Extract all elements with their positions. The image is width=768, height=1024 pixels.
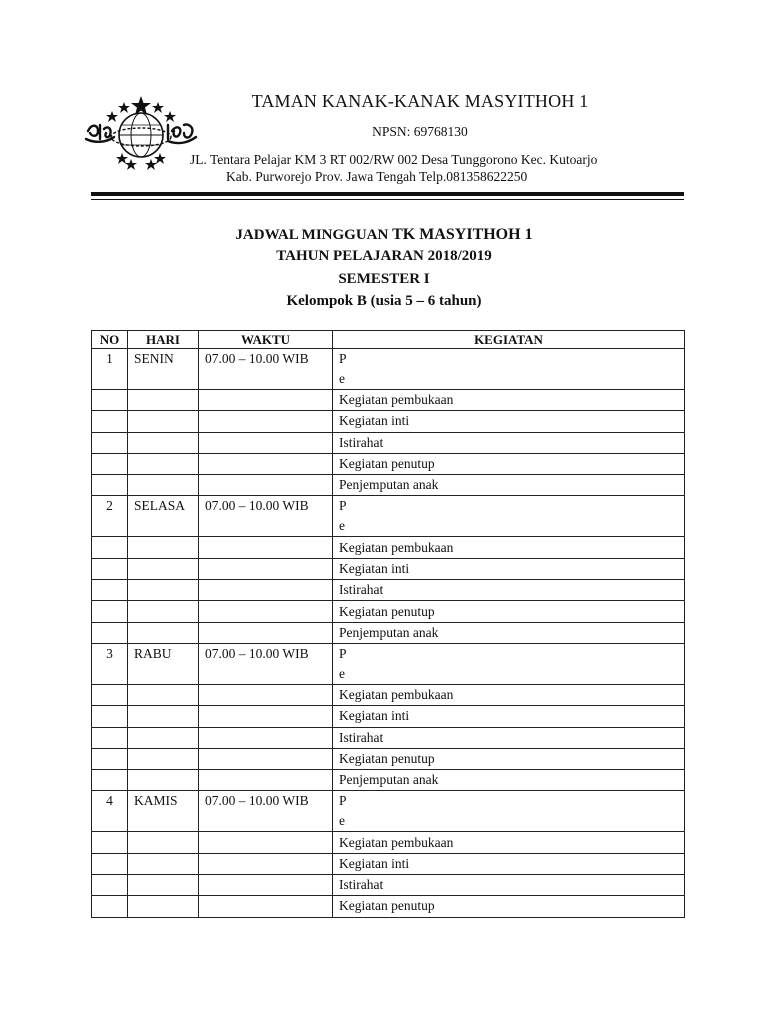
cell-kegiatan: Kegiatan penutup	[333, 896, 685, 917]
table-row	[92, 580, 685, 601]
kegiatan-line: e	[339, 813, 345, 829]
cell-kegiatan	[333, 496, 685, 537]
cell-hari	[128, 684, 199, 705]
table-row	[92, 896, 685, 917]
cell-no	[92, 537, 128, 558]
cell-no	[92, 896, 128, 917]
cell-waktu	[199, 770, 333, 791]
header-divider-thick	[91, 192, 684, 196]
table-row	[92, 349, 685, 390]
cell-kegiatan: Kegiatan inti	[333, 558, 685, 579]
cell-hari	[128, 475, 199, 496]
table-row	[92, 558, 685, 579]
table-row	[92, 643, 685, 684]
semester: SEMESTER I	[338, 271, 430, 287]
cell-no	[92, 727, 128, 748]
header-kegiatan: KEGIATAN	[333, 331, 685, 349]
document-title	[0, 226, 768, 244]
cell-kegiatan	[333, 643, 685, 684]
table-row	[92, 453, 685, 474]
address-line-2: Kab. Purworejo Prov. Jawa Tengah Telp.081358622250	[226, 169, 528, 184]
cell-waktu	[199, 875, 333, 896]
cell-hari	[128, 748, 199, 769]
cell-waktu: 07.00 – 10.00 WIB	[199, 496, 333, 537]
table-row	[92, 748, 685, 769]
title-prefix: JADWAL MINGGUAN	[235, 227, 389, 243]
table-row	[92, 475, 685, 496]
header-no: NO	[92, 331, 128, 349]
table-row	[92, 622, 685, 643]
cell-waktu	[199, 832, 333, 853]
cell-kegiatan	[333, 349, 685, 390]
schedule-table	[91, 330, 685, 918]
cell-waktu: 07.00 – 10.00 WIB	[199, 791, 333, 832]
cell-no	[92, 706, 128, 727]
cell-kegiatan: Kegiatan inti	[333, 853, 685, 874]
cell-waktu	[199, 558, 333, 579]
title-school: TK MASYITHOH 1	[392, 226, 533, 243]
cell-hari: RABU	[128, 643, 199, 684]
cell-no	[92, 622, 128, 643]
table-row	[92, 496, 685, 537]
table-row	[92, 727, 685, 748]
cell-no: 2	[92, 496, 128, 537]
table-row	[92, 853, 685, 874]
cell-hari	[128, 453, 199, 474]
header-divider-thin	[91, 199, 684, 200]
cell-waktu: 07.00 – 10.00 WIB	[199, 643, 333, 684]
table-row	[92, 832, 685, 853]
cell-kegiatan: Kegiatan pembukaan	[333, 537, 685, 558]
table-row	[92, 390, 685, 411]
table-row	[92, 601, 685, 622]
cell-no	[92, 832, 128, 853]
table-row	[92, 432, 685, 453]
cell-waktu: 07.00 – 10.00 WIB	[199, 349, 333, 390]
table-row	[92, 706, 685, 727]
cell-kegiatan: Kegiatan pembukaan	[333, 390, 685, 411]
cell-no	[92, 875, 128, 896]
cell-hari	[128, 622, 199, 643]
group-label: Kelompok B (usia 5 – 6 tahun)	[286, 293, 482, 309]
cell-hari	[128, 727, 199, 748]
cell-no	[92, 411, 128, 432]
table-header-row	[92, 331, 685, 349]
table-row	[92, 770, 685, 791]
kegiatan-line: P	[339, 498, 347, 514]
table-row	[92, 411, 685, 432]
cell-waktu	[199, 537, 333, 558]
cell-hari	[128, 411, 199, 432]
cell-hari	[128, 558, 199, 579]
cell-no	[92, 601, 128, 622]
cell-kegiatan: Istirahat	[333, 580, 685, 601]
kegiatan-line: e	[339, 518, 345, 534]
school-npsn: NPSN: 69768130	[372, 124, 468, 139]
cell-kegiatan: Kegiatan penutup	[333, 453, 685, 474]
kegiatan-line: e	[339, 665, 345, 681]
header-waktu: WAKTU	[199, 331, 333, 349]
schedule-body	[92, 349, 685, 918]
cell-kegiatan: Penjemputan anak	[333, 475, 685, 496]
cell-no	[92, 390, 128, 411]
cell-kegiatan: Istirahat	[333, 432, 685, 453]
table-row	[92, 791, 685, 832]
cell-hari	[128, 601, 199, 622]
cell-waktu	[199, 896, 333, 917]
cell-hari	[128, 537, 199, 558]
cell-no: 1	[92, 349, 128, 390]
cell-hari	[128, 706, 199, 727]
cell-hari: SENIN	[128, 349, 199, 390]
cell-hari	[128, 390, 199, 411]
school-name: TAMAN KANAK-KANAK MASYITHOH 1	[251, 91, 589, 111]
cell-waktu	[199, 475, 333, 496]
cell-no	[92, 748, 128, 769]
address-line-1: JL. Tentara Pelajar KM 3 RT 002/RW 002 Desa Tunggorono Kec. Kutoarjo	[190, 152, 598, 167]
cell-no	[92, 684, 128, 705]
cell-no	[92, 770, 128, 791]
cell-hari	[128, 832, 199, 853]
cell-waktu	[199, 580, 333, 601]
kegiatan-line: e	[339, 371, 345, 386]
table-row	[92, 537, 685, 558]
cell-waktu	[199, 727, 333, 748]
cell-kegiatan: Kegiatan penutup	[333, 601, 685, 622]
cell-waktu	[199, 453, 333, 474]
cell-kegiatan	[333, 791, 685, 832]
cell-waktu	[199, 390, 333, 411]
cell-no	[92, 580, 128, 601]
cell-no	[92, 853, 128, 874]
cell-hari	[128, 432, 199, 453]
cell-hari	[128, 770, 199, 791]
cell-waktu	[199, 684, 333, 705]
header-hari: HARI	[128, 331, 199, 349]
cell-kegiatan: Kegiatan pembukaan	[333, 684, 685, 705]
cell-hari	[128, 875, 199, 896]
cell-kegiatan: Penjemputan anak	[333, 770, 685, 791]
cell-no	[92, 558, 128, 579]
cell-kegiatan: Kegiatan pembukaan	[333, 832, 685, 853]
cell-hari: KAMIS	[128, 791, 199, 832]
cell-kegiatan: Kegiatan inti	[333, 411, 685, 432]
cell-hari: SELASA	[128, 496, 199, 537]
cell-no: 3	[92, 643, 128, 684]
cell-waktu	[199, 706, 333, 727]
cell-waktu	[199, 432, 333, 453]
table-row	[92, 875, 685, 896]
cell-no: 4	[92, 791, 128, 832]
cell-hari	[128, 853, 199, 874]
cell-no	[92, 453, 128, 474]
cell-kegiatan: Penjemputan anak	[333, 622, 685, 643]
cell-waktu	[199, 622, 333, 643]
cell-kegiatan: Kegiatan penutup	[333, 748, 685, 769]
table-row	[92, 684, 685, 705]
cell-hari	[128, 580, 199, 601]
cell-kegiatan: Istirahat	[333, 727, 685, 748]
cell-no	[92, 475, 128, 496]
cell-waktu	[199, 853, 333, 874]
cell-waktu	[199, 411, 333, 432]
cell-no	[92, 432, 128, 453]
kegiatan-line: P	[339, 645, 347, 661]
kegiatan-line: P	[339, 351, 347, 366]
academic-year: TAHUN PELAJARAN 2018/2019	[276, 248, 492, 264]
cell-waktu	[199, 748, 333, 769]
cell-kegiatan: Kegiatan inti	[333, 706, 685, 727]
cell-hari	[128, 896, 199, 917]
kegiatan-line: P	[339, 793, 347, 809]
cell-waktu	[199, 601, 333, 622]
cell-kegiatan: Istirahat	[333, 875, 685, 896]
